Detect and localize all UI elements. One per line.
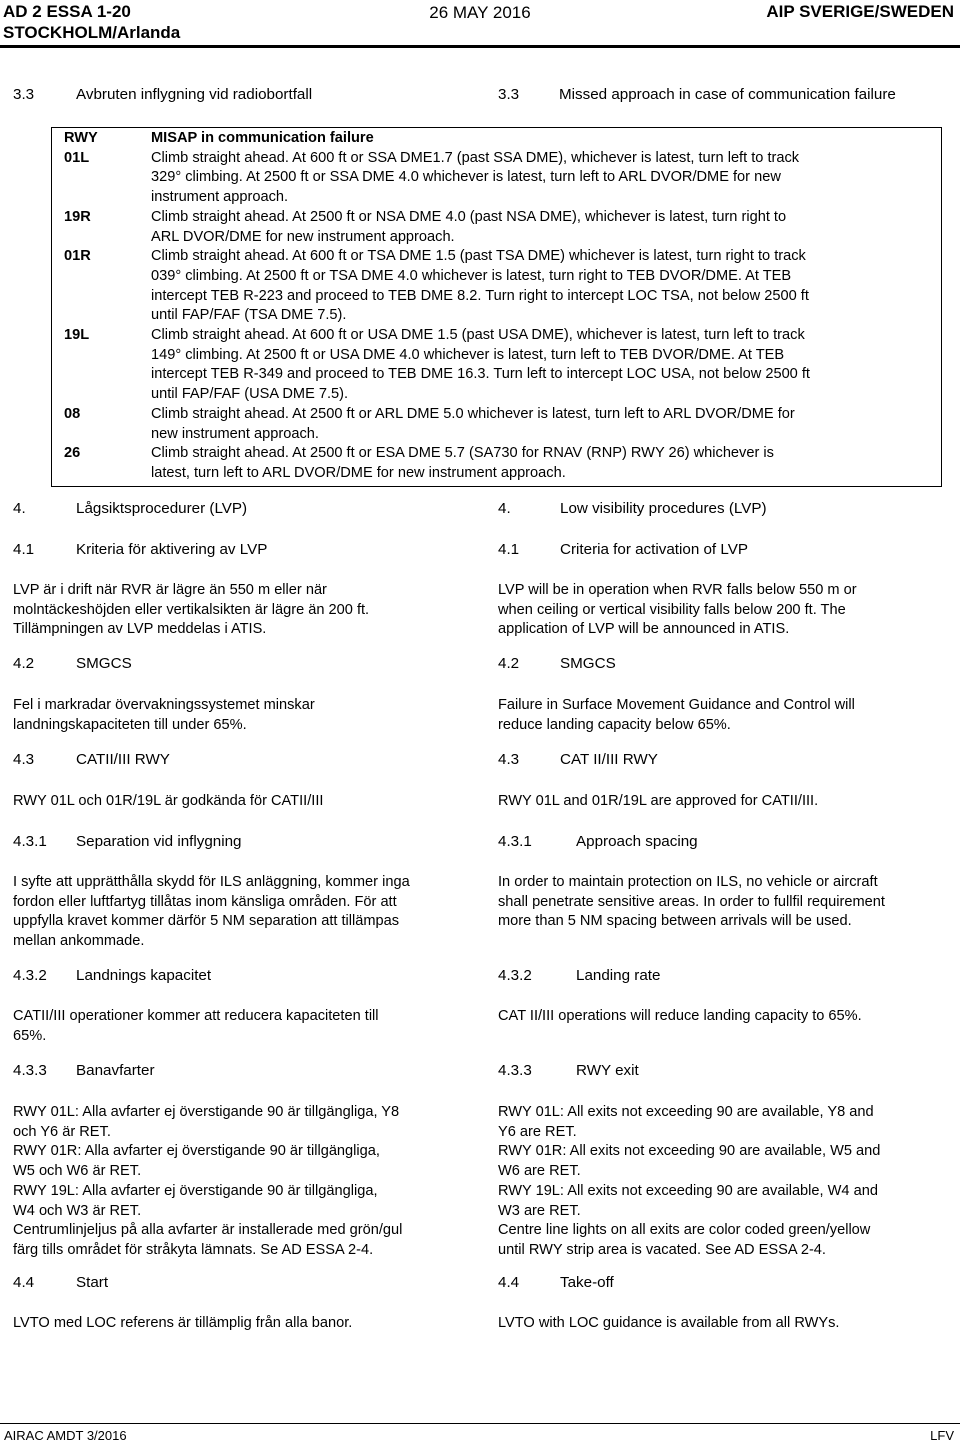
section-number: 4.3.1 xyxy=(13,833,47,850)
footer-agency: LFV xyxy=(930,1428,954,1443)
misap-table-body xyxy=(52,128,942,487)
procedure-line: latest, turn left to ARL DVOR/DME for new instrument approach. xyxy=(151,464,566,481)
section-title: Low visibility procedures (LVP) xyxy=(560,500,767,517)
body-line: landningskapaciteten till under 65%. xyxy=(13,716,247,733)
section-body-en xyxy=(498,1007,958,1027)
section-title: RWY exit xyxy=(576,1062,639,1079)
doc-id-line: AD 2 ESSA 1-20 xyxy=(3,2,131,21)
body-line: In order to maintain protection on ILS, no vehicle or aircraft xyxy=(498,874,878,890)
procedure-cell xyxy=(151,444,942,486)
runway-cell: 19L xyxy=(64,327,90,344)
header-rule xyxy=(0,45,960,48)
body-line: LVTO with LOC guidance is available from all RWYs. xyxy=(498,1315,840,1331)
misap-column-header: MISAP in communication failure xyxy=(151,130,374,146)
body-line: more than 5 NM spacing between arrivals will be used. xyxy=(498,913,852,930)
section-title: Criteria for activation of LVP xyxy=(560,541,748,558)
section-title: Landing rate xyxy=(576,967,661,984)
publication-date: 26 MAY 2016 xyxy=(429,3,531,22)
body-line: RWY 01R: Alla avfarter ej överstigande 90 är tillgängliga, xyxy=(13,1143,380,1160)
section-number: 4.4 xyxy=(498,1274,520,1291)
table-header-row xyxy=(52,128,942,149)
procedure-line: new instrument approach. xyxy=(151,425,319,442)
section-body-sv xyxy=(13,1007,473,1046)
section-title: Approach spacing xyxy=(576,833,698,850)
footer-rule xyxy=(0,1423,960,1424)
body-line: fordon eller luftfartyg tillåtas inom känsliga områden. För att xyxy=(13,893,397,910)
section-body-en xyxy=(498,1103,958,1261)
body-line: 65%. xyxy=(13,1027,47,1044)
runway-cell: 08 xyxy=(64,405,81,422)
section-number: 4. xyxy=(498,500,511,517)
procedure-line: 149° climbing. At 2500 ft or USA DME 4.0 whichever is latest, turn left to TEB DVOR/DME. At TEB xyxy=(151,346,785,363)
section-number: 4. xyxy=(13,500,26,517)
section-number: 4.3.2 xyxy=(498,967,532,984)
table-row xyxy=(52,444,942,486)
runway-cell: 19R xyxy=(64,208,91,225)
procedure-cell xyxy=(151,247,942,326)
body-line: RWY 01L: Alla avfarter ej överstigande 90 är tillgängliga, Y8 xyxy=(13,1104,400,1120)
section-body-en xyxy=(498,873,958,932)
section-number: 4.1 xyxy=(13,541,35,558)
section-title: SMGCS xyxy=(560,655,616,672)
procedure-cell xyxy=(151,149,942,208)
body-line: CATII/III operationer kommer att reducera kapaciteten till xyxy=(13,1008,379,1024)
body-line: W5 och W6 är RET. xyxy=(13,1163,142,1180)
procedure-cell xyxy=(151,405,942,444)
procedure-line: intercept TEB R-223 and proceed to TEB DME 8.2. Turn right to intercept LOC TSA, not below 2500 ft xyxy=(151,287,809,304)
body-line: och Y6 är RET. xyxy=(13,1123,111,1140)
body-line: Centre line lights on all exits are color coded green/yellow xyxy=(498,1222,871,1239)
section-body-en xyxy=(498,1314,958,1334)
procedure-line: until FAP/FAF (USA DME 7.5). xyxy=(151,386,349,403)
section-number: 4.4 xyxy=(13,1274,35,1291)
body-line: Centrumlinjeljus på alla avfarter är installerade med grön/gul xyxy=(13,1222,403,1239)
section-body-en xyxy=(498,696,958,735)
body-line: Y6 are RET. xyxy=(498,1123,577,1140)
body-line: RWY 19L: Alla avfarter ej överstigande 90 är tillgängliga, xyxy=(13,1182,378,1199)
rwy-column-header: RWY xyxy=(64,130,98,146)
body-line: LVTO med LOC referens är tillämplig från alla banor. xyxy=(13,1315,353,1331)
section-title: Separation vid inflygning xyxy=(76,833,242,850)
body-line: when ceiling or vertical visibility falls below 200 ft. The xyxy=(498,601,846,618)
section-body-sv xyxy=(13,581,473,640)
runway-cell: 26 xyxy=(64,445,81,462)
section-body-sv xyxy=(13,696,473,735)
section-body-sv xyxy=(13,792,473,812)
procedure-line: Climb straight ahead. At 600 ft or SSA DME1.7 (past SSA DME), whichever is latest, turn left to track xyxy=(151,149,800,166)
body-line: RWY 01R: All exits not exceeding 90 are available, W5 and xyxy=(498,1143,881,1160)
body-line: application of LVP will be announced in ATIS. xyxy=(498,621,790,638)
body-line: until RWY strip area is vacated. See AD ESSA 2-4. xyxy=(498,1241,826,1258)
section-body-en xyxy=(498,792,958,812)
procedure-line: Climb straight ahead. At 600 ft or USA DME 1.5 (past USA DME), whichever is latest, turn left to track xyxy=(151,327,805,344)
procedure-line: Climb straight ahead. At 2500 ft or NSA DME 4.0 (past NSA DME), whichever is latest, turn right to xyxy=(151,208,787,225)
section-title: Start xyxy=(76,1274,109,1291)
body-line: molntäckeshöjden eller vertikalsikten är lägre än 200 ft. xyxy=(13,601,370,618)
procedure-line: instrument approach. xyxy=(151,189,289,206)
body-line: CAT II/III operations will reduce landing capacity to 65%. xyxy=(498,1008,862,1024)
procedure-line: 039° climbing. At 2500 ft or TSA DME 4.0 whichever is latest, turn right to TEB DVOR/DME. At TEB xyxy=(151,267,792,284)
procedure-cell xyxy=(151,208,942,247)
section-number: 4.3.3 xyxy=(13,1062,47,1079)
section-number: 4.3.2 xyxy=(13,967,47,984)
body-line: mellan ankommade. xyxy=(13,933,145,950)
table-row xyxy=(52,326,942,405)
section-title: SMGCS xyxy=(76,655,132,672)
body-line: W4 och W3 är RET. xyxy=(13,1202,142,1219)
section-title: Banavfarter xyxy=(76,1062,155,1079)
body-line: RWY 01L and 01R/19L are approved for CATII/III. xyxy=(498,793,819,809)
body-line: Failure in Surface Movement Guidance and Control will xyxy=(498,697,855,713)
body-line: RWY 01L: All exits not exceeding 90 are available, Y8 and xyxy=(498,1104,874,1120)
procedure-line: ARL DVOR/DME for new instrument approach. xyxy=(151,228,455,245)
section-number: 4.3 xyxy=(498,751,520,768)
table-row xyxy=(52,149,942,208)
section-title: CATII/III RWY xyxy=(76,751,170,768)
body-line: uppfylla kravet kommer därför 5 NM separation att tillämpas xyxy=(13,913,400,930)
section-body-sv xyxy=(13,1314,473,1334)
section-number: 3.3 xyxy=(498,86,520,103)
body-line: reduce landing capacity below 65%. xyxy=(498,716,731,733)
table-row xyxy=(52,247,942,326)
section-body-sv xyxy=(13,1103,473,1261)
section-number: 4.3.1 xyxy=(498,833,532,850)
procedure-line: 329° climbing. At 2500 ft or SSA DME 4.0 whichever is latest, turn left to ARL DVOR/DME for new xyxy=(151,169,781,186)
section-title: Avbruten inflygning vid radiobortfall xyxy=(76,86,313,103)
runway-cell: 01L xyxy=(64,149,90,166)
body-line: I syfte att upprätthålla skydd för ILS anläggning, kommer inga xyxy=(13,874,410,890)
procedure-line: intercept TEB R-349 and proceed to TEB DME 16.3. Turn left to intercept LOC USA, not below 2500 ft xyxy=(151,366,810,383)
section-number: 4.2 xyxy=(13,655,35,672)
runway-cell: 01R xyxy=(64,248,91,265)
procedure-line: Climb straight ahead. At 2500 ft or ESA DME 5.7 (SA730 for RNAV (RNP) RWY 26) whichever is xyxy=(151,445,774,462)
procedure-line: until FAP/FAF (TSA DME 7.5). xyxy=(151,307,347,324)
section-body-en xyxy=(498,581,958,640)
procedure-line: Climb straight ahead. At 2500 ft or ARL DME 5.0 whichever is latest, turn left to ARL DVOR/DME for xyxy=(151,405,795,422)
section-title: Missed approach in case of communication failure xyxy=(559,86,896,103)
section-title: Kriteria för aktivering av LVP xyxy=(76,541,268,558)
section-number: 4.3 xyxy=(13,751,35,768)
body-line: W3 are RET. xyxy=(498,1202,581,1219)
body-line: RWY 01L och 01R/19L är godkända för CATII/III xyxy=(13,793,324,809)
section-number: 4.1 xyxy=(498,541,520,558)
body-line: färg tills området för stråkyta lämnats. Se AD ESSA 2-4. xyxy=(13,1241,374,1258)
procedure-cell xyxy=(151,326,942,405)
section-title: CAT II/III RWY xyxy=(560,751,658,768)
section-number: 4.2 xyxy=(498,655,520,672)
publisher: AIP SVERIGE/SWEDEN xyxy=(766,2,954,21)
location-line: STOCKHOLM/Arlanda xyxy=(3,23,181,42)
body-line: LVP will be in operation when RVR falls below 550 m or xyxy=(498,582,857,598)
section-title: Landnings kapacitet xyxy=(76,967,212,984)
table-row xyxy=(52,405,942,444)
body-line: LVP är i drift när RVR är lägre än 550 m eller när xyxy=(13,582,327,598)
section-number: 3.3 xyxy=(13,86,35,103)
body-line: W6 are RET. xyxy=(498,1163,581,1180)
section-number: 4.3.3 xyxy=(498,1062,532,1079)
section-title: Take-off xyxy=(560,1274,614,1291)
procedure-line: Climb straight ahead. At 600 ft or TSA DME 1.5 (past TSA DME) whichever is latest, turn right to track xyxy=(151,248,806,265)
section-title: Lågsiktsprocedurer (LVP) xyxy=(76,500,248,517)
body-line: shall penetrate sensitive areas. In order to fullfil requirement xyxy=(498,893,885,910)
body-line: RWY 19L: All exits not exceeding 90 are available, W4 and xyxy=(498,1182,878,1199)
footer-amendment: AIRAC AMDT 3/2016 xyxy=(4,1428,127,1443)
table-row xyxy=(52,208,942,247)
misap-table xyxy=(51,127,942,487)
body-line: Tillämpningen av LVP meddelas i ATIS. xyxy=(13,621,267,638)
section-body-sv xyxy=(13,873,473,952)
body-line: Fel i markradar övervakningssystemet minskar xyxy=(13,697,315,713)
